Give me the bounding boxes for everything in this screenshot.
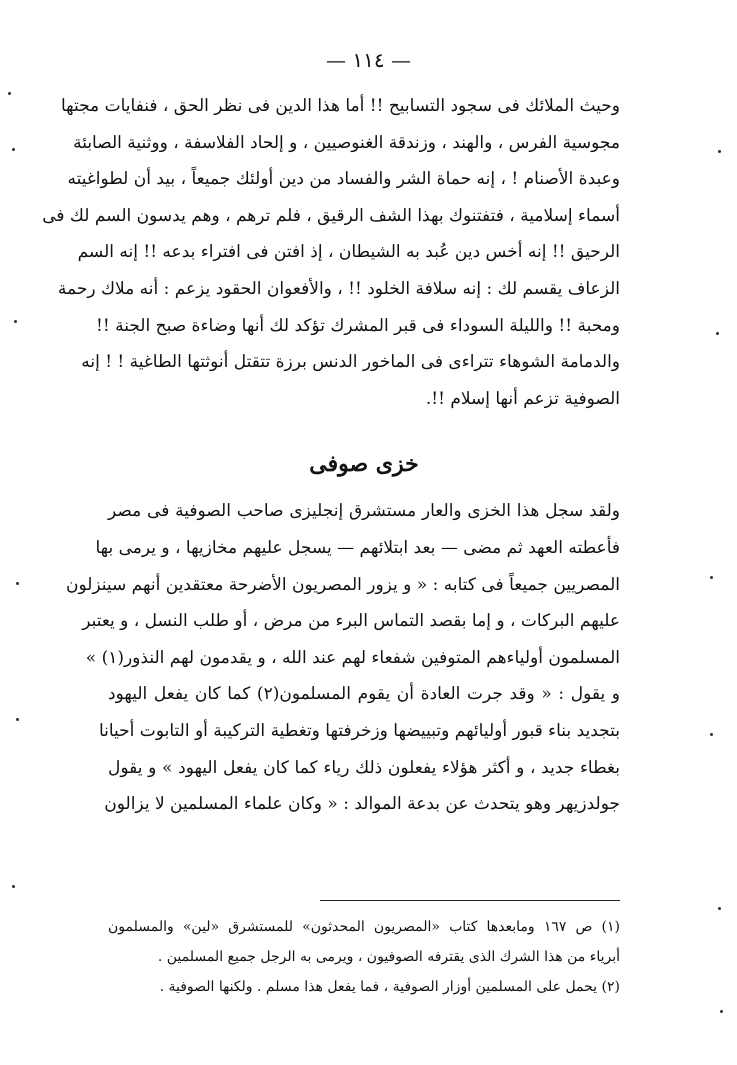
scan-dot [710,576,713,579]
text-line: الزعاف يقسم لك : إنه سلافة الخلود !! ، والأفعوان الحقود يزعم : أنه ملاك رحمة [57,278,620,299]
text-line: ومحبة !! والليلة السوداء فى قبر المشرك تؤكد لك أنها وضاءة صبح الجنة !! [96,315,620,336]
text-line: مجوسية الفرس ، والهند ، وزندقة الغنوصيين ، و إلحاد الفلاسفة ، ووثنية الصابئة [73,132,620,153]
text-line: جولدزيهر وهو يتحدث عن بدعة الموالد : « وكان علماء المسلمين لا يزالون [104,794,620,815]
footnotes [108,912,620,1002]
text-line: ولقد سجل هذا الخزى والعار مستشرق إنجليزى صاحب الصوفية فى مصر [108,501,620,522]
footnote-line: أبرياء من هذا الشرك الذى يقترفه الصوفيون ، ويرمى به الرجل جميع المسلمين . [157,949,620,965]
text-line: المسلمون أولياءهم المتوفين شفعاء لهم عند الله ، و يقدمون لهم النذور(١) » [85,647,620,668]
scan-dot [12,885,15,888]
text-line: و يقول : « وقد جرت العادة أن يقوم المسلمون(٢) كما كان يفعل اليهود [108,684,621,705]
scan-dot [16,582,19,585]
scan-dot [718,150,721,153]
text-line: الصوفية تزعم أنها إسلام !!. [425,388,620,409]
scan-dot [716,332,719,335]
footnote-line: (١) ص ١٦٧ ومابعدها كتاب «المصريون المحدثون» للمستشرق «لين» والمسلمون [108,919,620,935]
text-line: بتجديد بناء قبور أوليائهم وتبييضها وزخرفتها وتغطية التركيبة أو التابوت أحيانا [98,720,620,741]
text-line: وعبدة الأصنام ! ، إنه حماة الشر والفساد من دين أولئك جميعاً ، بيد أن لطواغيته [67,169,620,190]
text-line: الرحيق !! إنه أخس دين عُبد به الشيطان ، إذ افتن فى افتراء بدعه !! إنه السم [77,242,620,263]
text-line: عليهم البركات ، و إما بقصد التماس البرء من مرض ، أو طلب النسل ، و يعتبر [82,611,620,632]
scan-dot [12,148,15,151]
text-line: وحيث الملائك فى سجود التسابيح !! أما هذا الدين فى نظر الحق ، فنفايات مجتها [60,96,620,116]
section-heading: خزى صوفى [309,451,419,478]
main-text [42,88,621,823]
text-line: المصريين جميعاً فى كتابه : « و يزور المصريون الأضرحة معتقدين أنهم سينزلون [65,574,620,595]
text-line: بغطاء جديد ، و أكثر هؤلاء يفعلون ذلك رياء كما كان يفعل اليهود » و يقول [108,757,620,778]
text-line: والدمامة الشوهاء تتراءى فى الماخور الدنس برزة تتقتل أنوثتها الطاغية ! ! إنه [81,352,620,373]
text-line: أسماء إسلامية ، فتفتنوك بهذا الشف الرقيق ، فلم ترهم ، وهم يدسون السم لك فى [42,205,620,226]
page-number: — ١١٤ — [326,48,411,72]
scan-dot [718,907,721,910]
footnote-line: (٢) يحمل على المسلمين أوزار الصوفية ، فما يفعل هذا مسلم . ولكنها الصوفية . [159,979,620,995]
scan-dot [16,718,19,721]
text-line: فأعطته العهد ثم مضى — بعد ابتلائهم — يسجل عليهم مخازيها ، و يرمى بها [95,537,620,558]
scan-dot [8,92,11,95]
scan-dot [14,320,17,323]
scan-dot [710,733,713,736]
scan-dot [720,1010,723,1013]
footnote-divider [320,900,620,901]
